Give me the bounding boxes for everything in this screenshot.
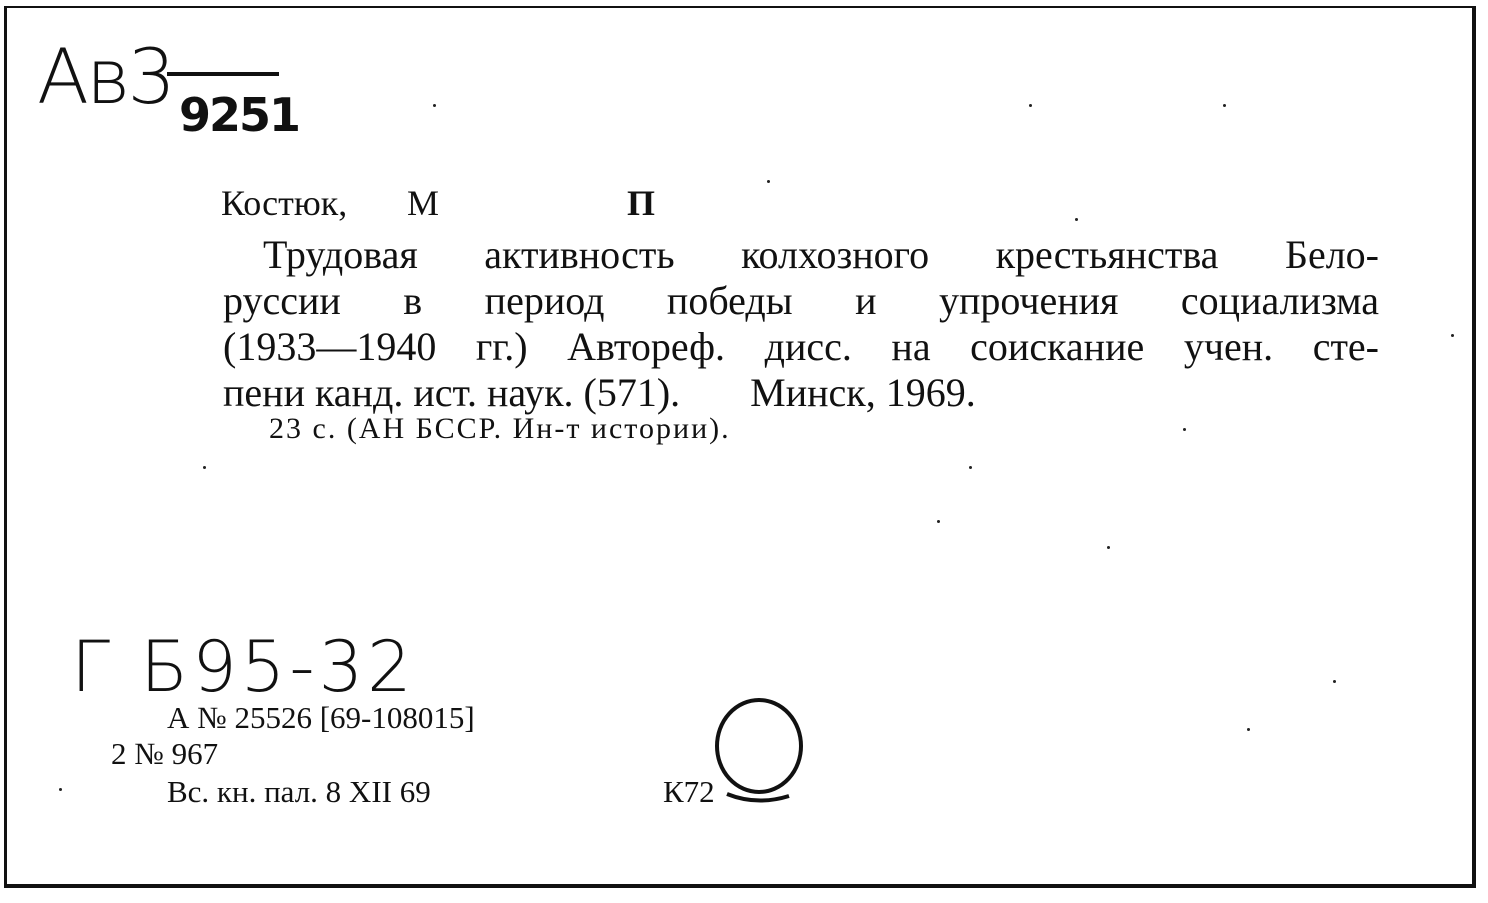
circle-stamp-icon [707,698,817,808]
paper-speck [1029,104,1032,107]
description-line: (1933—1940 гг.) Автореф. дисс. на соискание учен. сте- [223,324,1379,369]
pagination-series: 23 с. (АН БССР. Ин-т истории). [269,412,731,445]
paper-speck [1107,546,1110,549]
paper-speck [1451,334,1454,337]
shelf-mark-prefix: Ав3 [37,32,173,121]
paper-speck [1183,428,1186,431]
registration-line: 2 № 967 [111,736,219,771]
paper-speck [937,520,940,523]
paper-speck [1247,728,1250,731]
call-number: Г Б95-32 [71,626,416,708]
paper-speck [969,466,972,469]
author-surname: Костюк, [221,183,348,223]
paper-speck [433,104,436,107]
paper-speck [767,180,770,183]
registration-line: А № 25526 [69-108015] [167,700,475,735]
description-line: пени канд. ист. наук. (571). [223,370,681,415]
paper-speck [1075,218,1078,221]
bibliographic-description [223,232,1379,416]
shelf-mark-number: 9251 [179,88,300,142]
registration-line: Вс. кн. пал. 8 XII 69 [167,774,431,809]
paper-speck [1223,104,1226,107]
description-line: Трудовая активность колхозного крестьянства Бело- [263,232,1379,277]
publication-place-year: Минск, 1969. [750,370,976,415]
description-line-last [223,370,1379,416]
classification-code: К72 [663,774,715,809]
paper-speck [1333,680,1336,683]
paper-speck [59,788,62,791]
paper-speck [203,466,206,469]
shelf-mark-fraction-bar [167,72,279,76]
description-line: руссии в период победы и упрочения социализма [223,278,1379,323]
author-initial-first: М [407,183,440,223]
catalog-card [4,6,1476,888]
author-initial-second: П [627,183,656,223]
